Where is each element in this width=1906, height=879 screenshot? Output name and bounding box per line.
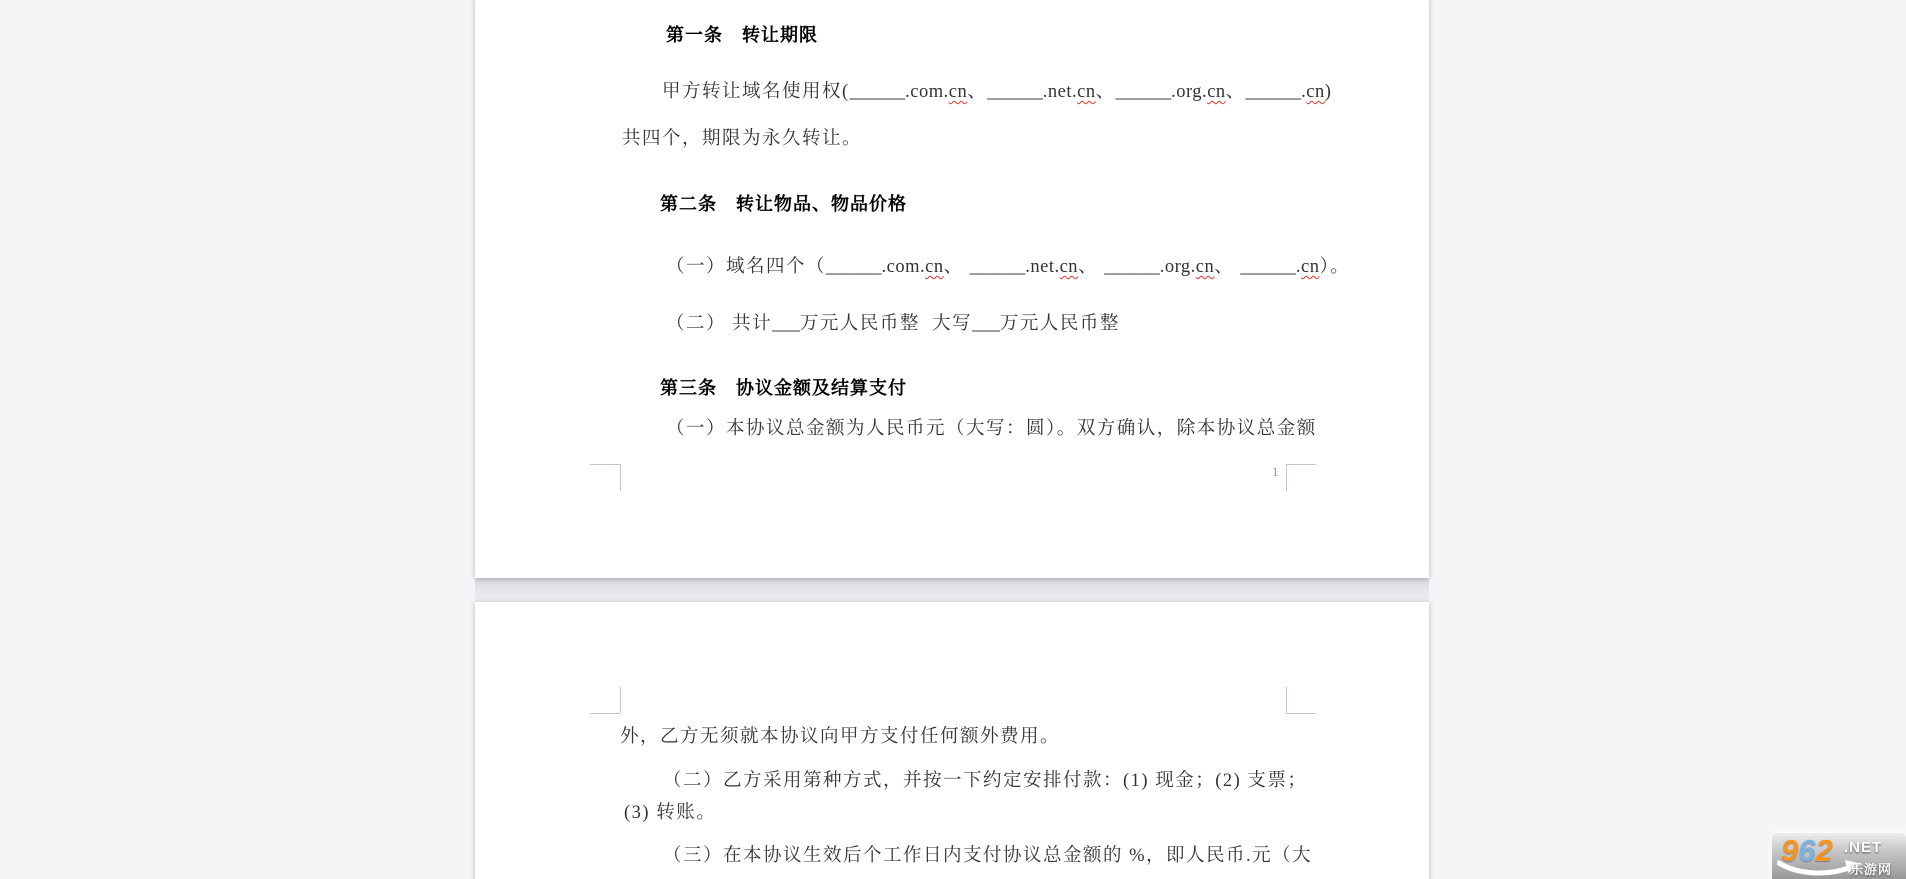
watermark-digit: 6 — [1798, 833, 1816, 868]
text-boundary-mark — [590, 713, 620, 714]
document-page-2 — [475, 602, 1429, 879]
text-segment: 甲方转让域名使用权( — [662, 82, 850, 102]
text-segment: .net. — [1025, 257, 1060, 277]
text-segment: 、 — [1225, 82, 1246, 102]
text-boundary-mark — [1286, 464, 1316, 465]
section-heading: 第二条 转让物品、物品价格 — [660, 194, 907, 214]
watermark-digit: 2 — [1815, 833, 1833, 868]
text-segment: ___ — [972, 314, 1000, 334]
text-line: 外，乙方无须就本协议向甲方支付任何额外费用。 — [620, 727, 1061, 747]
text-segment: 万元人民币整 大写 — [799, 314, 973, 334]
text-boundary-mark — [1286, 687, 1287, 713]
text-line — [662, 81, 1332, 103]
text-segment: cn — [1077, 82, 1096, 102]
text-segment: cn — [1306, 82, 1325, 102]
text-segment: 、 — [1095, 82, 1116, 102]
text-segment: ______ — [1104, 257, 1160, 277]
text-segment: （一）域名四个（ — [666, 257, 827, 277]
watermark-site-name: 乐游网 — [1850, 862, 1893, 877]
text-boundary-mark — [620, 687, 621, 713]
watermark-tld-text: .NET — [1844, 839, 1883, 856]
text-segment: ______ — [849, 82, 906, 102]
page-number: 1 — [1272, 464, 1279, 479]
text-segment: （二） 共计 — [666, 314, 773, 334]
page-gap — [475, 578, 1429, 602]
text-segment: .net. — [1042, 82, 1078, 102]
site-watermark-badge — [1772, 832, 1906, 879]
text-segment: .org. — [1171, 82, 1208, 102]
text-segment: .com. — [905, 82, 949, 102]
text-line: （三）在本协议生效后个工作日内支付协议总金额的 %，即人民币.元（大 — [663, 846, 1313, 866]
text-segment: 万元人民币整 — [999, 314, 1120, 334]
text-segment: 、 — [967, 82, 988, 102]
watermark-digit: 9 — [1781, 833, 1799, 868]
text-line: (3) 转账。 — [624, 803, 717, 823]
text-boundary-mark — [1286, 464, 1287, 491]
text-segment: ______ — [987, 82, 1043, 102]
text-line — [666, 256, 1350, 278]
text-line: （一）本协议总金额为人民币元（大写：圆）。双方确认，除本协议总金额 — [666, 419, 1317, 439]
text-segment: 、 — [943, 257, 970, 277]
text-segment: ______ — [1115, 82, 1172, 102]
text-segment: 、 — [1078, 257, 1105, 277]
text-boundary-mark — [620, 464, 621, 491]
text-line — [666, 313, 1120, 335]
section-heading: 第一条 转让期限 — [666, 25, 818, 45]
document-page-1 — [475, 0, 1429, 578]
text-segment: .org. — [1159, 257, 1196, 277]
text-segment: 、 — [1214, 257, 1241, 277]
text-segment: ______ — [826, 257, 882, 277]
text-segment: cn — [1207, 82, 1226, 102]
text-segment: cn — [1301, 257, 1320, 277]
text-segment: ______ — [1240, 257, 1296, 277]
text-segment: ) — [1324, 82, 1333, 102]
text-segment: .com. — [881, 257, 926, 277]
text-segment: cn — [1195, 257, 1215, 277]
text-line: （二）乙方采用第种方式，并按一下约定安排付款：(1) 现金；(2) 支票； — [663, 771, 1308, 791]
text-line: 共四个，期限为永久转让。 — [622, 129, 863, 149]
text-segment: ______ — [969, 257, 1026, 277]
text-segment: ______ — [1245, 82, 1302, 102]
text-boundary-mark — [1286, 713, 1316, 714]
section-heading: 第三条 协议金额及结算支付 — [660, 378, 907, 398]
text-segment: . — [1301, 82, 1307, 102]
text-segment: . — [1295, 257, 1302, 277]
text-segment: cn — [948, 82, 968, 102]
text-boundary-mark — [590, 464, 620, 465]
text-segment: cn — [925, 257, 944, 277]
text-segment: ）。 — [1319, 257, 1351, 277]
text-segment: ___ — [772, 314, 800, 334]
text-segment: cn — [1059, 257, 1079, 277]
